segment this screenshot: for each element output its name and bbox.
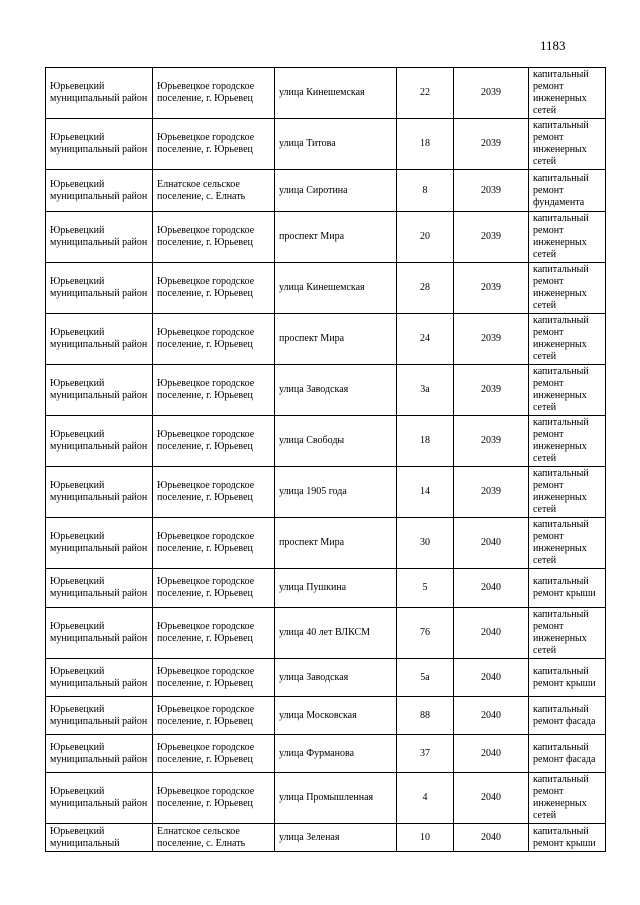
- year-cell: 2040: [454, 659, 529, 697]
- house-number-cell: 10: [397, 824, 454, 852]
- house-number-cell: 18: [397, 119, 454, 170]
- house-number-cell: 5а: [397, 659, 454, 697]
- work-type-cell: капитальный ремонт инженерных сетей: [529, 608, 606, 659]
- table-row: [46, 697, 606, 735]
- settlement-cell: Юрьевецкое городское поселение, г. Юрьевец: [153, 735, 275, 773]
- house-number-cell: 28: [397, 263, 454, 314]
- house-number-cell: 76: [397, 608, 454, 659]
- table-row: [46, 212, 606, 263]
- district-cell: Юрьевецкий муниципальный район: [46, 735, 153, 773]
- table-row: [46, 170, 606, 212]
- settlement-cell: Юрьевецкое городское поселение, г. Юрьевец: [153, 518, 275, 569]
- district-cell: Юрьевецкий муниципальный район: [46, 416, 153, 467]
- district-cell: Юрьевецкий муниципальный район: [46, 659, 153, 697]
- settlement-cell: Юрьевецкое городское поселение, г. Юрьевец: [153, 569, 275, 608]
- street-cell: улица Кинешемская: [275, 68, 397, 119]
- district-cell: Юрьевецкий муниципальный: [46, 824, 153, 852]
- settlement-cell: Юрьевецкое городское поселение, г. Юрьевец: [153, 608, 275, 659]
- table-row: [46, 569, 606, 608]
- work-type-cell: капитальный ремонт инженерных сетей: [529, 518, 606, 569]
- table-row: [46, 119, 606, 170]
- street-cell: проспект Мира: [275, 212, 397, 263]
- year-cell: 2039: [454, 263, 529, 314]
- district-cell: Юрьевецкий муниципальный район: [46, 68, 153, 119]
- table-row: [46, 735, 606, 773]
- table-row: [46, 608, 606, 659]
- work-type-cell: капитальный ремонт инженерных сетей: [529, 68, 606, 119]
- settlement-cell: Юрьевецкое городское поселение, г. Юрьевец: [153, 773, 275, 824]
- year-cell: 2039: [454, 68, 529, 119]
- street-cell: улица Заводская: [275, 659, 397, 697]
- repair-schedule-table: [45, 67, 606, 852]
- house-number-cell: 88: [397, 697, 454, 735]
- work-type-cell: капитальный ремонт фундамента: [529, 170, 606, 212]
- house-number-cell: 3а: [397, 365, 454, 416]
- table-row: [46, 365, 606, 416]
- house-number-cell: 14: [397, 467, 454, 518]
- year-cell: 2039: [454, 365, 529, 416]
- district-cell: Юрьевецкий муниципальный район: [46, 697, 153, 735]
- year-cell: 2040: [454, 608, 529, 659]
- settlement-cell: Юрьевецкое городское поселение, г. Юрьевец: [153, 416, 275, 467]
- year-cell: 2040: [454, 773, 529, 824]
- work-type-cell: капитальный ремонт инженерных сетей: [529, 119, 606, 170]
- work-type-cell: капитальный ремонт фасада: [529, 697, 606, 735]
- year-cell: 2040: [454, 697, 529, 735]
- house-number-cell: 30: [397, 518, 454, 569]
- work-type-cell: капитальный ремонт инженерных сетей: [529, 365, 606, 416]
- settlement-cell: Юрьевецкое городское поселение, г. Юрьевец: [153, 119, 275, 170]
- street-cell: улица Пушкина: [275, 569, 397, 608]
- work-type-cell: капитальный ремонт инженерных сетей: [529, 263, 606, 314]
- district-cell: Юрьевецкий муниципальный район: [46, 608, 153, 659]
- settlement-cell: Юрьевецкое городское поселение, г. Юрьевец: [153, 212, 275, 263]
- work-type-cell: капитальный ремонт инженерных сетей: [529, 416, 606, 467]
- year-cell: 2040: [454, 569, 529, 608]
- street-cell: улица Промышленная: [275, 773, 397, 824]
- work-type-cell: капитальный ремонт инженерных сетей: [529, 467, 606, 518]
- house-number-cell: 5: [397, 569, 454, 608]
- year-cell: 2039: [454, 314, 529, 365]
- table-row: [46, 263, 606, 314]
- street-cell: проспект Мира: [275, 314, 397, 365]
- table-row: [46, 467, 606, 518]
- table-row: [46, 314, 606, 365]
- street-cell: улица Титова: [275, 119, 397, 170]
- page-number: 1183: [540, 38, 566, 53]
- table-row: [46, 773, 606, 824]
- year-cell: 2039: [454, 467, 529, 518]
- year-cell: 2040: [454, 518, 529, 569]
- work-type-cell: капитальный ремонт фасада: [529, 735, 606, 773]
- settlement-cell: Елнатское сельское поселение, с. Елнать: [153, 170, 275, 212]
- house-number-cell: 18: [397, 416, 454, 467]
- table-row: [46, 518, 606, 569]
- district-cell: Юрьевецкий муниципальный район: [46, 467, 153, 518]
- street-cell: проспект Мира: [275, 518, 397, 569]
- year-cell: 2039: [454, 170, 529, 212]
- district-cell: Юрьевецкий муниципальный район: [46, 212, 153, 263]
- street-cell: улица Московская: [275, 697, 397, 735]
- house-number-cell: 8: [397, 170, 454, 212]
- work-type-cell: капитальный ремонт крыши: [529, 824, 606, 852]
- settlement-cell: Юрьевецкое городское поселение, г. Юрьевец: [153, 68, 275, 119]
- year-cell: 2039: [454, 416, 529, 467]
- settlement-cell: Юрьевецкое городское поселение, г. Юрьевец: [153, 314, 275, 365]
- work-type-cell: капитальный ремонт инженерных сетей: [529, 773, 606, 824]
- year-cell: 2039: [454, 212, 529, 263]
- house-number-cell: 4: [397, 773, 454, 824]
- table-row: [46, 824, 606, 852]
- district-cell: Юрьевецкий муниципальный район: [46, 263, 153, 314]
- street-cell: улица Заводская: [275, 365, 397, 416]
- year-cell: 2040: [454, 824, 529, 852]
- district-cell: Юрьевецкий муниципальный район: [46, 314, 153, 365]
- work-type-cell: капитальный ремонт инженерных сетей: [529, 212, 606, 263]
- street-cell: улица 40 лет ВЛКСМ: [275, 608, 397, 659]
- settlement-cell: Юрьевецкое городское поселение, г. Юрьевец: [153, 659, 275, 697]
- table-row: [46, 68, 606, 119]
- street-cell: улица 1905 года: [275, 467, 397, 518]
- street-cell: улица Кинешемская: [275, 263, 397, 314]
- settlement-cell: Юрьевецкое городское поселение, г. Юрьевец: [153, 365, 275, 416]
- table-row: [46, 659, 606, 697]
- settlement-cell: Юрьевецкое городское поселение, г. Юрьевец: [153, 263, 275, 314]
- house-number-cell: 22: [397, 68, 454, 119]
- settlement-cell: Елнатское сельское поселение, с. Елнать: [153, 824, 275, 852]
- year-cell: 2039: [454, 119, 529, 170]
- house-number-cell: 20: [397, 212, 454, 263]
- district-cell: Юрьевецкий муниципальный район: [46, 119, 153, 170]
- work-type-cell: капитальный ремонт крыши: [529, 659, 606, 697]
- district-cell: Юрьевецкий муниципальный район: [46, 518, 153, 569]
- district-cell: Юрьевецкий муниципальный район: [46, 569, 153, 608]
- settlement-cell: Юрьевецкое городское поселение, г. Юрьевец: [153, 467, 275, 518]
- street-cell: улица Сиротина: [275, 170, 397, 212]
- district-cell: Юрьевецкий муниципальный район: [46, 773, 153, 824]
- street-cell: улица Фурманова: [275, 735, 397, 773]
- table-row: [46, 416, 606, 467]
- work-type-cell: капитальный ремонт инженерных сетей: [529, 314, 606, 365]
- house-number-cell: 24: [397, 314, 454, 365]
- settlement-cell: Юрьевецкое городское поселение, г. Юрьевец: [153, 697, 275, 735]
- house-number-cell: 37: [397, 735, 454, 773]
- year-cell: 2040: [454, 735, 529, 773]
- district-cell: Юрьевецкий муниципальный район: [46, 365, 153, 416]
- district-cell: Юрьевецкий муниципальный район: [46, 170, 153, 212]
- street-cell: улица Зеленая: [275, 824, 397, 852]
- work-type-cell: капитальный ремонт крыши: [529, 569, 606, 608]
- street-cell: улица Свободы: [275, 416, 397, 467]
